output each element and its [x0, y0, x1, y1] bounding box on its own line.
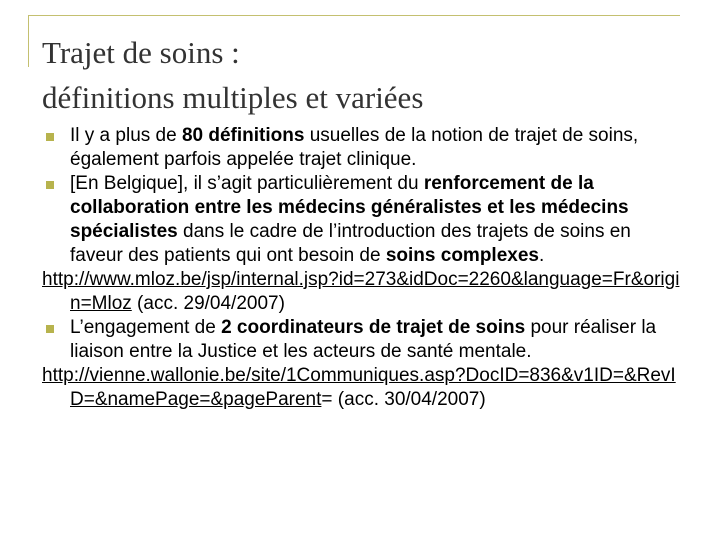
bullet-text [70, 125, 638, 170]
text-run: [En Belgique], il s’agit particulièrement du [70, 173, 424, 194]
bullet-text [70, 317, 656, 362]
text-run: . [538, 245, 545, 266]
square-bullet-icon [46, 181, 54, 189]
text-run: L’engagement de [70, 317, 222, 338]
bold-text-run: soins complexes [385, 245, 539, 266]
reference-line-mloz [0, 268, 720, 316]
text-run: usuelles de la notion de trajet de soins, également parfois appelée trajet clinique. [70, 125, 639, 170]
bold-text-run: renforcement de la collaboration entre les médecins généralistes et les médecins spécialistes [70, 173, 629, 242]
square-bullet-icon [46, 325, 54, 333]
reference-link-wallonie[interactable]: http://vienne.wallonie.be/site/1Communiques.asp?DocID=836&v1ID=&RevID=&namePage=&pageParent [42, 365, 676, 410]
slide-title [42, 30, 682, 120]
slide-frame-top-line [28, 15, 680, 16]
square-bullet-icon [46, 133, 54, 141]
reference-line-wallonie [0, 364, 720, 412]
text-run: Il y a plus de [70, 125, 182, 146]
text-run: dans le cadre de l’introduction des trajets de soins en faveur des patients qui ont besoin de [70, 221, 631, 266]
bullet-text [70, 173, 631, 266]
access-date: (acc. 29/04/2007) [131, 293, 285, 314]
slide-title-line2: définitions multiples et variées [42, 80, 424, 115]
bullet-item-coordinateurs [0, 316, 720, 364]
reference-link-mloz[interactable]: http://www.mloz.be/jsp/internal.jsp?id=273&idDoc=2260&language=Fr&origin=Mloz [42, 269, 680, 314]
access-date: = (acc. 30/04/2007) [321, 389, 486, 410]
text-run: pour réaliser la liaison entre la Justice et les acteurs de santé mentale. [70, 317, 657, 362]
bold-text-run: 2 coordinateurs de trajet de soins [221, 317, 526, 338]
bold-text-run: 80 définitions [181, 125, 305, 146]
slide-title-line1: Trajet de soins : [42, 35, 240, 70]
slide-frame-left-line [28, 15, 29, 67]
bullet-item-belgique [0, 172, 720, 268]
slide-body [0, 124, 720, 412]
bullet-item-definitions [0, 124, 720, 172]
